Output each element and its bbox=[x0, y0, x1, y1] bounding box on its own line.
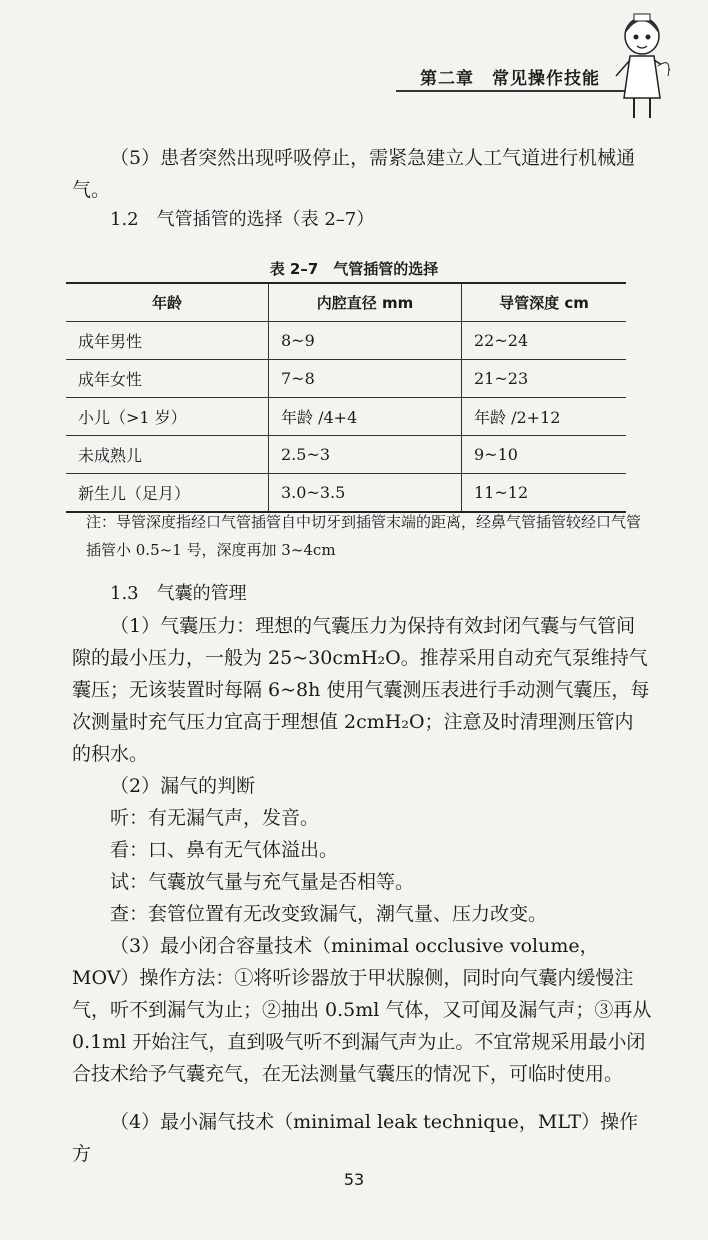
table-row bbox=[66, 436, 626, 474]
cell-age: 成年女性 bbox=[66, 360, 269, 398]
header-tube-depth: 导管深度 cm bbox=[462, 283, 627, 322]
paragraph-listen: 听：有无漏气声，发音。 bbox=[110, 807, 320, 829]
table-row bbox=[66, 360, 626, 398]
header-inner-diameter: 内腔直径 mm bbox=[269, 283, 462, 322]
cell-diameter: 8~9 bbox=[269, 322, 462, 360]
header-rule bbox=[396, 90, 632, 92]
cell-age: 未成熟儿 bbox=[66, 436, 269, 474]
paragraph-leak-judgment: （2）漏气的判断 bbox=[110, 775, 256, 797]
cell-depth: 11~12 bbox=[462, 474, 627, 513]
paragraph-test: 试：气囊放气量与充气量是否相等。 bbox=[110, 871, 415, 893]
chapter-running-head: 第二章 常见操作技能 bbox=[420, 69, 600, 89]
table-row bbox=[66, 322, 626, 360]
table-row bbox=[66, 398, 626, 436]
cell-age: 成年男性 bbox=[66, 322, 269, 360]
cell-depth: 年龄 /2+12 bbox=[462, 398, 627, 436]
page-number: 53 bbox=[343, 1170, 365, 1189]
cell-diameter: 3.0~3.5 bbox=[269, 474, 462, 513]
paragraph-look: 看：口、鼻有无气体溢出。 bbox=[110, 839, 339, 861]
cell-depth: 9~10 bbox=[462, 436, 627, 474]
paragraph-cuff-pressure: （1）气囊压力：理想的气囊压力为保持有效封闭气囊与气管间隙的最小压力，一般为 25~30cmH₂O。推荐采用自动充气泵维持气囊压；无该装置时每隔 6~8h 使用气囊测压表进行手动测气囊压，每次测量时充气压力宜高于理想值 2cmH₂O；注意及时清理测压管内的积水。 bbox=[72, 615, 650, 765]
cell-age: 小儿（>1 岁） bbox=[66, 398, 269, 436]
table-row bbox=[66, 474, 626, 513]
section-heading-1-2: 1.2 气管插管的选择（表 2–7） bbox=[110, 209, 375, 230]
nurse-cartoon-icon bbox=[612, 6, 674, 126]
header-age: 年龄 bbox=[66, 283, 269, 322]
paragraph-mlt: （4）最小漏气技术（minimal leak technique，MLT）操作方 bbox=[72, 1111, 639, 1165]
cell-diameter: 7~8 bbox=[269, 360, 462, 398]
paragraph-mov: （3）最小闭合容量技术（minimal occlusive volume，MOV）操作方法：①将听诊器放于甲状腺侧，同时向气囊内缓慢注气，听不到漏气为止；②抽出 0.5ml 气体，又可闻及漏气声；③再从 0.1ml 开始注气，直到吸气听不到漏气声为止。不宜常规采用最小闭合技术给予气囊充气，在无法测量气囊压的情况下，可临时使用。 bbox=[72, 935, 652, 1085]
section-heading-1-3: 1.3 气囊的管理 bbox=[110, 583, 247, 604]
cell-age: 新生儿（足月） bbox=[66, 474, 269, 513]
cell-depth: 21~23 bbox=[462, 360, 627, 398]
paragraph-item-5: （5）患者突然出现呼吸停止，需紧急建立人工气道进行机械通气。 bbox=[72, 147, 636, 201]
table-header-row bbox=[66, 283, 626, 322]
cell-diameter: 2.5~3 bbox=[269, 436, 462, 474]
cell-diameter: 年龄 /4+4 bbox=[269, 398, 462, 436]
cell-depth: 22~24 bbox=[462, 322, 627, 360]
paragraph-check: 查：套管位置有无改变致漏气，潮气量、压力改变。 bbox=[110, 903, 548, 925]
table-caption: 表 2–7 气管插管的选择 bbox=[269, 260, 439, 278]
table-note: 注：导管深度指经口气管插管自中切牙到插管末端的距离，经鼻气管插管较经口气管插管小 0.5~1 号，深度再加 3~4cm bbox=[86, 513, 642, 559]
intubation-table bbox=[66, 282, 626, 513]
